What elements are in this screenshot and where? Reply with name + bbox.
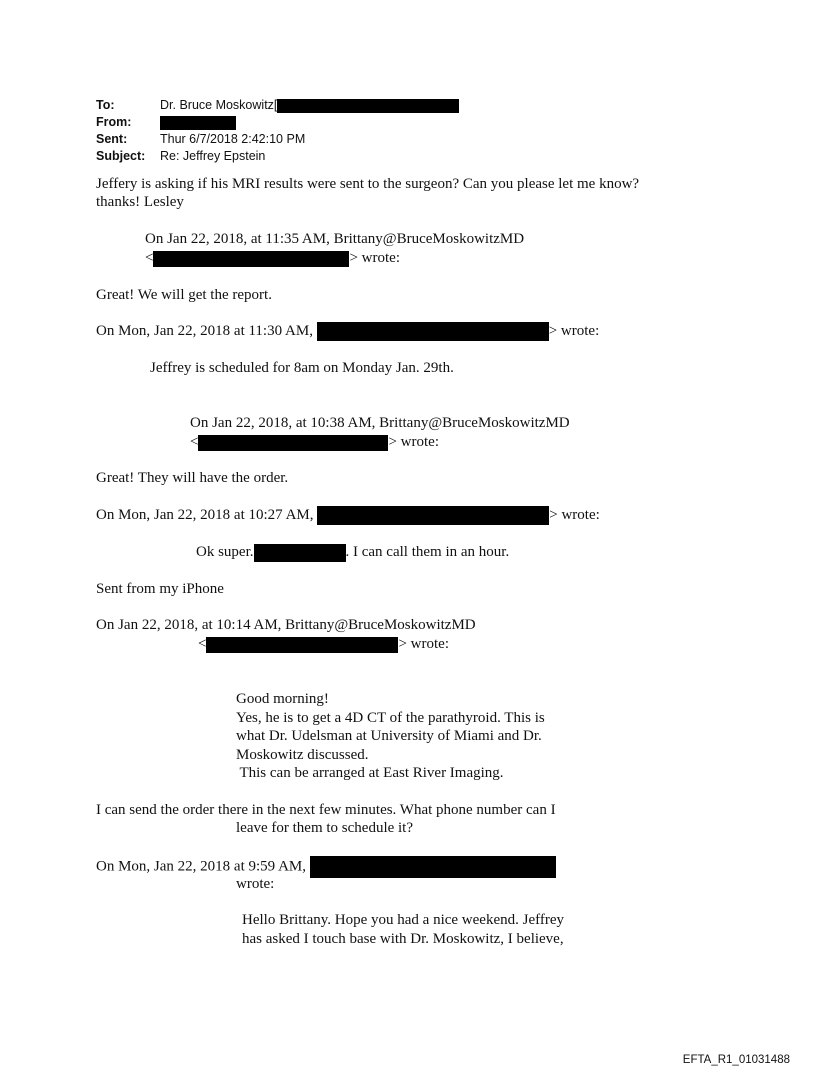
to-value bbox=[160, 97, 459, 114]
body-line: Yes, he is to get a 4D CT of the parathyroid. This is bbox=[236, 710, 545, 726]
angle-open: < bbox=[145, 250, 154, 266]
quote-header-line2 bbox=[190, 433, 439, 452]
body-line: Moskowitz discussed. bbox=[236, 747, 369, 763]
body-line: Great! We will get the report. bbox=[96, 287, 272, 303]
body-line: Great! They will have the order. bbox=[96, 470, 289, 486]
quote-prefix: On Mon, Jan 22, 2018 at 9:59 AM, bbox=[96, 858, 306, 875]
redaction-block bbox=[310, 856, 556, 878]
to-label: To: bbox=[96, 98, 115, 112]
to-name: Dr. Bruce Moskowitz[ bbox=[160, 98, 278, 112]
body-line: Jeffrey is scheduled for 8am on Monday Jan. 29th. bbox=[150, 360, 454, 376]
body-line: thanks! Lesley bbox=[96, 194, 184, 210]
body-line: Sent from my iPhone bbox=[96, 581, 224, 597]
body-line: leave for them to schedule it? bbox=[236, 820, 414, 836]
wrote-label: > wrote: bbox=[549, 507, 600, 523]
angle-open: < bbox=[198, 636, 207, 652]
quote-header bbox=[96, 322, 599, 341]
body-line: what Dr. Udelsman at University of Miami and Dr. bbox=[236, 728, 542, 744]
document-id: EFTA_R1_01031488 bbox=[682, 1054, 790, 1066]
quote-header: On Jan 22, 2018, at 11:35 AM, Brittany@BruceMoskowitzMD bbox=[145, 231, 525, 247]
sent-label: Sent: bbox=[96, 132, 128, 146]
wrote-label: > wrote: bbox=[388, 434, 439, 450]
wrote-label: > wrote: bbox=[349, 250, 400, 266]
redaction-block bbox=[254, 544, 346, 562]
body-line: has asked I touch base with Dr. Moskowitz, I believe, bbox=[242, 931, 564, 947]
body-line: Good morning! bbox=[236, 691, 329, 707]
body-line: I can send the order there in the next few minutes. What phone number can I bbox=[96, 802, 556, 818]
body-line bbox=[196, 543, 509, 562]
quote-header: On Jan 22, 2018, at 10:14 AM, Brittany@BruceMoskowitzMD bbox=[96, 617, 476, 633]
quote-prefix: On Mon, Jan 22, 2018 at 11:30 AM, bbox=[96, 323, 313, 339]
sent-value: Thur 6/7/2018 2:42:10 PM bbox=[160, 132, 306, 146]
from-label: From: bbox=[96, 115, 132, 129]
subject-label: Subject: bbox=[96, 149, 146, 163]
text-fragment: Ok super. bbox=[196, 544, 254, 560]
from-value bbox=[160, 114, 236, 131]
wrote-label: > wrote: bbox=[398, 636, 449, 652]
body-line: This can be arranged at East River Imaging. bbox=[236, 765, 504, 781]
quote-header-line2 bbox=[198, 635, 449, 654]
body-line: Hello Brittany. Hope you had a nice weekend. Jeffrey bbox=[242, 912, 564, 928]
quote-header-line2 bbox=[145, 249, 400, 268]
text-fragment: . I can call them in an hour. bbox=[345, 544, 510, 560]
subject-value: Re: Jeffrey Epstein bbox=[160, 149, 266, 163]
wrote-label: wrote: bbox=[236, 876, 275, 892]
quote-header: On Jan 22, 2018, at 10:38 AM, Brittany@BruceMoskowitzMD bbox=[190, 415, 570, 431]
quote-header bbox=[96, 856, 556, 878]
wrote-label: > wrote: bbox=[548, 323, 600, 339]
redaction-block bbox=[198, 435, 388, 451]
redaction-block bbox=[153, 251, 349, 267]
body-line: Jeffery is asking if his MRI results were sent to the surgeon? Can you please let me know? bbox=[96, 176, 640, 192]
redaction-block bbox=[277, 99, 459, 113]
angle-open: < bbox=[190, 434, 199, 450]
quote-prefix: On Mon, Jan 22, 2018 at 10:27 AM, bbox=[96, 507, 314, 523]
redaction-block bbox=[160, 116, 236, 130]
redaction-block bbox=[317, 506, 549, 525]
redaction-block bbox=[317, 322, 549, 341]
quote-header bbox=[96, 506, 600, 525]
redaction-block bbox=[206, 637, 398, 653]
